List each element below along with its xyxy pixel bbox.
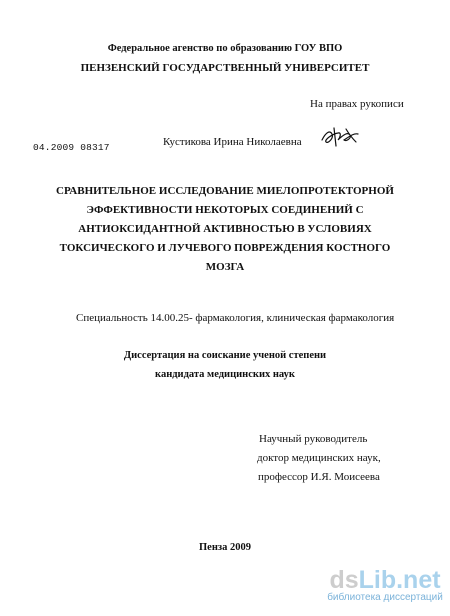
title-line: МОЗГА	[205, 261, 245, 273]
author-name: Кустикова Ирина Николаевна	[163, 136, 302, 148]
agency-line: Федеральное агенство по образованию ГОУ ВПО	[107, 43, 343, 54]
dissertation-degree-line1: Диссертация на соискание ученой степени	[123, 350, 327, 361]
handwritten-signature-icon	[316, 124, 364, 150]
specialty-line: Специальность 14.00.25- фармакология, клиническая фармакология	[76, 312, 395, 324]
watermark-logo	[325, 566, 445, 594]
watermark-subtitle: библиотека диссертаций	[327, 592, 443, 603]
dissertation-degree-line2: кандидата медицинских наук	[155, 369, 295, 380]
supervisor-degree: доктор медицинских наук,	[257, 452, 381, 464]
title-line: АНТИОКСИДАНТНОЙ АКТИВНОСТЬЮ В УСЛОВИЯХ	[78, 223, 372, 235]
watermark-logo-part2: Lib.net	[358, 566, 441, 594]
watermark	[325, 566, 445, 604]
university-line: ПЕНЗЕНСКИЙ ГОСУДАРСТВЕННЫЙ УНИВЕРСИТЕТ	[80, 62, 370, 74]
city-year: Пенза 2009	[199, 542, 251, 553]
manuscript-note: На правах рукописи	[310, 98, 404, 110]
watermark-logo-part1: ds	[329, 566, 359, 594]
dissertation-title	[0, 182, 450, 277]
supervisor-title: Научный руководитель	[259, 433, 368, 445]
registration-code: 04.2009 08317	[33, 142, 110, 153]
title-line: ТОКСИЧЕСКОГО И ЛУЧЕВОГО ПОВРЕЖДЕНИЯ КОСТНОГО	[59, 242, 391, 254]
title-line: СРАВНИТЕЛЬНОЕ ИССЛЕДОВАНИЕ МИЕЛОПРОТЕКТОРНОЙ	[56, 185, 394, 197]
title-line: ЭФФЕКТИВНОСТИ НЕКОТОРЫХ СОЕДИНЕНИЙ С	[86, 204, 364, 216]
supervisor-name: профессор И.Я. Моисеева	[258, 471, 380, 483]
